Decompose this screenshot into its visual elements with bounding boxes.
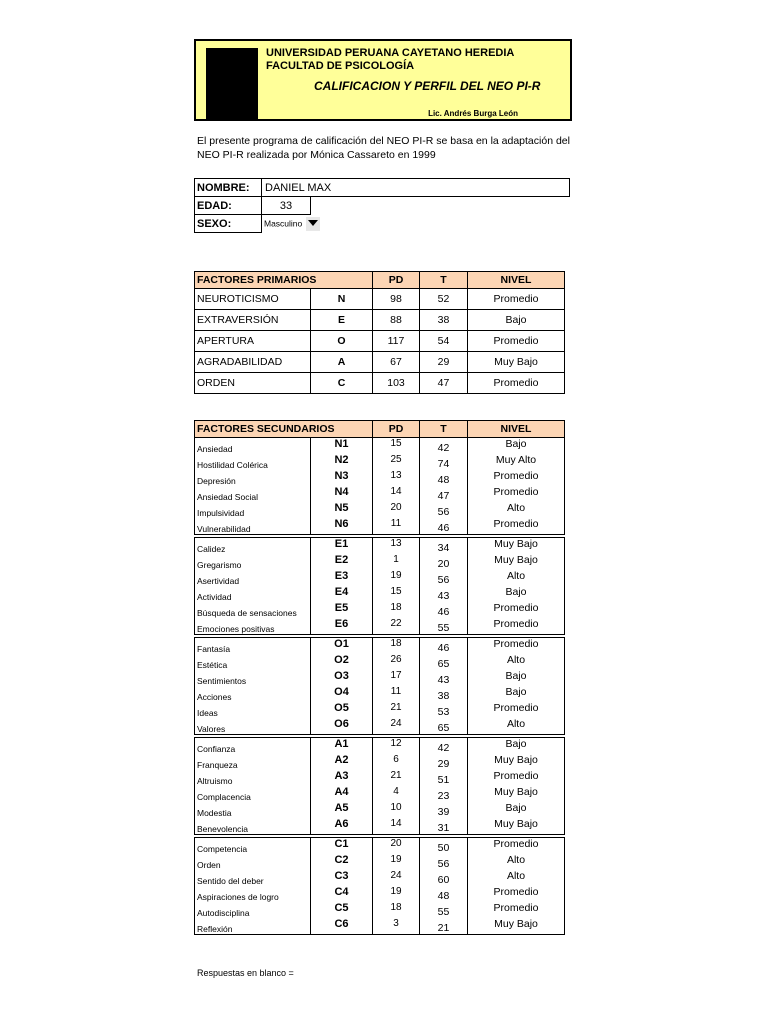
table-row [195, 538, 565, 555]
primary-code-cell: O [311, 331, 373, 352]
secondary-name-cell: Acciones [195, 686, 311, 702]
secondary-t-cell: 43 [420, 586, 468, 602]
secondary-code-cell: E3 [311, 570, 373, 586]
university-name: UNIVERSIDAD PERUANA CAYETANO HEREDIA [266, 47, 515, 59]
secondary-code-cell: E6 [311, 618, 373, 635]
primary-t-cell: 52 [420, 289, 468, 310]
secondary-pd-cell: 21 [373, 702, 420, 718]
table-row [195, 586, 565, 602]
primary-pd-cell: 117 [373, 331, 420, 352]
primary-nivel-cell: Promedio [468, 331, 565, 352]
secondary-nivel-cell: Bajo [468, 438, 565, 455]
secondary-code-cell: A2 [311, 754, 373, 770]
primary-header-factor: FACTORES PRIMARIOS [195, 272, 373, 289]
table-row [195, 638, 565, 655]
primary-code-cell: N [311, 289, 373, 310]
secondary-nivel-cell: Bajo [468, 802, 565, 818]
secondary-header-factor: FACTORES SECUNDARIOS [195, 421, 373, 438]
secondary-name-cell: Altruismo [195, 770, 311, 786]
table-row [195, 738, 565, 755]
secondary-name-cell: Benevolencia [195, 818, 311, 835]
primary-t-cell: 54 [420, 331, 468, 352]
secondary-nivel-cell: Alto [468, 654, 565, 670]
secondary-name-cell: Emociones positivas [195, 618, 311, 635]
secondary-pd-cell: 18 [373, 602, 420, 618]
table-row [195, 918, 565, 935]
secondary-name-cell: Orden [195, 854, 311, 870]
secondary-code-cell: A6 [311, 818, 373, 835]
secondary-name-cell: Vulnerabilidad [195, 518, 311, 535]
primary-code-cell: E [311, 310, 373, 331]
table-row [195, 470, 565, 486]
secondary-name-cell: Calidez [195, 538, 311, 555]
secondary-pd-cell: 13 [373, 538, 420, 555]
secondary-code-cell: C1 [311, 838, 373, 855]
secondary-code-cell: N1 [311, 438, 373, 455]
secondary-factors-table [194, 420, 565, 935]
secondary-nivel-cell: Muy Alto [468, 454, 565, 470]
secondary-code-cell: A3 [311, 770, 373, 786]
secondary-t-cell: 46 [420, 638, 468, 655]
secondary-pd-cell: 13 [373, 470, 420, 486]
secondary-code-cell: O4 [311, 686, 373, 702]
university-logo [206, 48, 258, 119]
table-row [195, 802, 565, 818]
secondary-nivel-cell: Promedio [468, 486, 565, 502]
sex-value: Masculino [264, 218, 303, 228]
secondary-pd-cell: 25 [373, 454, 420, 470]
secondary-t-cell: 23 [420, 786, 468, 802]
secondary-code-cell: C3 [311, 870, 373, 886]
secondary-code-cell: A4 [311, 786, 373, 802]
table-row [195, 502, 565, 518]
table-row [195, 818, 565, 835]
author-name: Lic. Andrés Burga León [428, 109, 518, 118]
secondary-nivel-cell: Muy Bajo [468, 818, 565, 835]
table-row [195, 518, 565, 535]
secondary-header-pd: PD [373, 421, 420, 438]
table-row [195, 686, 565, 702]
secondary-nivel-cell: Promedio [468, 518, 565, 535]
secondary-t-cell: 46 [420, 602, 468, 618]
secondary-code-cell: N4 [311, 486, 373, 502]
primary-code-cell: A [311, 352, 373, 373]
secondary-t-cell: 48 [420, 470, 468, 486]
secondary-header-t: T [420, 421, 468, 438]
secondary-pd-cell: 17 [373, 670, 420, 686]
secondary-nivel-cell: Promedio [468, 770, 565, 786]
primary-name-cell: EXTRAVERSIÓN [195, 310, 311, 331]
primary-t-cell: 47 [420, 373, 468, 394]
table-row [195, 718, 565, 735]
table-row [195, 838, 565, 855]
table-row [195, 902, 565, 918]
secondary-code-cell: E1 [311, 538, 373, 555]
secondary-nivel-cell: Promedio [468, 638, 565, 655]
primary-pd-cell: 98 [373, 289, 420, 310]
secondary-name-cell: Autodisciplina [195, 902, 311, 918]
primary-name-cell: ORDEN [195, 373, 311, 394]
secondary-t-cell: 21 [420, 918, 468, 935]
table-row [195, 786, 565, 802]
secondary-nivel-cell: Muy Bajo [468, 754, 565, 770]
secondary-name-cell: Modestia [195, 802, 311, 818]
secondary-name-cell: Depresión [195, 470, 311, 486]
secondary-name-cell: Ansiedad [195, 438, 311, 455]
secondary-t-cell: 74 [420, 454, 468, 470]
secondary-name-cell: Gregarismo [195, 554, 311, 570]
secondary-code-cell: C5 [311, 902, 373, 918]
table-row [195, 854, 565, 870]
table-row [195, 770, 565, 786]
secondary-code-cell: N5 [311, 502, 373, 518]
primary-pd-cell: 103 [373, 373, 420, 394]
primary-pd-cell: 88 [373, 310, 420, 331]
table-row [195, 352, 565, 373]
secondary-code-cell: C2 [311, 854, 373, 870]
secondary-pd-cell: 11 [373, 686, 420, 702]
chevron-down-icon [308, 220, 318, 226]
secondary-pd-cell: 19 [373, 854, 420, 870]
primary-t-cell: 29 [420, 352, 468, 373]
secondary-name-cell: Complacencia [195, 786, 311, 802]
secondary-t-cell: 43 [420, 670, 468, 686]
secondary-nivel-cell: Promedio [468, 886, 565, 902]
document-title: CALIFICACION Y PERFIL DEL NEO PI-R [314, 79, 541, 93]
table-row [195, 654, 565, 670]
name-field[interactable]: DANIEL MAX [262, 179, 570, 197]
secondary-t-cell: 51 [420, 770, 468, 786]
sex-label: SEXO: [195, 215, 262, 233]
primary-t-cell: 38 [420, 310, 468, 331]
primary-header-nivel: NIVEL [468, 272, 565, 289]
secondary-t-cell: 39 [420, 802, 468, 818]
secondary-t-cell: 56 [420, 502, 468, 518]
secondary-code-cell: C4 [311, 886, 373, 902]
secondary-name-cell: Ideas [195, 702, 311, 718]
table-row [195, 570, 565, 586]
primary-code-cell: C [311, 373, 373, 394]
primary-nivel-cell: Bajo [468, 310, 565, 331]
primary-name-cell: AGRADABILIDAD [195, 352, 311, 373]
secondary-name-cell: Competencia [195, 838, 311, 855]
secondary-pd-cell: 21 [373, 770, 420, 786]
secondary-nivel-cell: Promedio [468, 618, 565, 635]
secondary-nivel-cell: Promedio [468, 902, 565, 918]
table-row [195, 602, 565, 618]
secondary-t-cell: 42 [420, 438, 468, 455]
blank-answers-note: Respuestas en blanco = [197, 968, 294, 978]
secondary-t-cell: 46 [420, 518, 468, 535]
secondary-pd-cell: 3 [373, 918, 420, 935]
secondary-code-cell: N2 [311, 454, 373, 470]
secondary-code-cell: C6 [311, 918, 373, 935]
secondary-code-cell: O3 [311, 670, 373, 686]
secondary-pd-cell: 15 [373, 586, 420, 602]
secondary-pd-cell: 20 [373, 502, 420, 518]
secondary-t-cell: 65 [420, 654, 468, 670]
secondary-t-cell: 55 [420, 618, 468, 635]
secondary-t-cell: 55 [420, 902, 468, 918]
table-row [195, 554, 565, 570]
secondary-pd-cell: 18 [373, 638, 420, 655]
secondary-code-cell: O6 [311, 718, 373, 735]
dropdown-button[interactable] [306, 217, 320, 231]
secondary-code-cell: E2 [311, 554, 373, 570]
secondary-name-cell: Sentimientos [195, 670, 311, 686]
secondary-t-cell: 65 [420, 718, 468, 735]
secondary-pd-cell: 19 [373, 886, 420, 902]
secondary-pd-cell: 1 [373, 554, 420, 570]
secondary-nivel-cell: Muy Bajo [468, 786, 565, 802]
secondary-name-cell: Ansiedad Social [195, 486, 311, 502]
name-label: NOMBRE: [195, 179, 262, 197]
table-row [195, 438, 565, 455]
secondary-nivel-cell: Bajo [468, 670, 565, 686]
secondary-nivel-cell: Promedio [468, 470, 565, 486]
sex-select[interactable] [262, 215, 570, 233]
table-row [195, 618, 565, 635]
secondary-t-cell: 20 [420, 554, 468, 570]
secondary-nivel-cell: Alto [468, 718, 565, 735]
secondary-t-cell: 56 [420, 570, 468, 586]
secondary-code-cell: N3 [311, 470, 373, 486]
primary-header-pd: PD [373, 272, 420, 289]
secondary-t-cell: 60 [420, 870, 468, 886]
secondary-name-cell: Sentido del deber [195, 870, 311, 886]
secondary-t-cell: 56 [420, 854, 468, 870]
secondary-pd-cell: 18 [373, 902, 420, 918]
secondary-nivel-cell: Promedio [468, 838, 565, 855]
secondary-pd-cell: 10 [373, 802, 420, 818]
table-row [195, 310, 565, 331]
secondary-nivel-cell: Alto [468, 870, 565, 886]
secondary-name-cell: Búsqueda de sensaciones [195, 602, 311, 618]
secondary-pd-cell: 19 [373, 570, 420, 586]
secondary-nivel-cell: Muy Bajo [468, 538, 565, 555]
secondary-t-cell: 53 [420, 702, 468, 718]
secondary-t-cell: 34 [420, 538, 468, 555]
secondary-nivel-cell: Alto [468, 502, 565, 518]
secondary-name-cell: Hostilidad Colérica [195, 454, 311, 470]
secondary-pd-cell: 22 [373, 618, 420, 635]
primary-factors-table [194, 271, 565, 394]
secondary-nivel-cell: Alto [468, 854, 565, 870]
table-row [195, 886, 565, 902]
table-row [195, 870, 565, 886]
secondary-header-nivel: NIVEL [468, 421, 565, 438]
primary-nivel-cell: Promedio [468, 289, 565, 310]
secondary-t-cell: 31 [420, 818, 468, 835]
secondary-t-cell: 47 [420, 486, 468, 502]
secondary-t-cell: 42 [420, 738, 468, 755]
person-info-table [194, 178, 570, 233]
primary-name-cell: NEUROTICISMO [195, 289, 311, 310]
table-row [195, 670, 565, 686]
secondary-code-cell: O1 [311, 638, 373, 655]
table-row [195, 331, 565, 352]
age-field[interactable]: 33 [262, 197, 311, 215]
secondary-t-cell: 29 [420, 754, 468, 770]
secondary-code-cell: A5 [311, 802, 373, 818]
table-row [195, 373, 565, 394]
document-header [194, 39, 572, 121]
secondary-name-cell: Impulsividad [195, 502, 311, 518]
secondary-name-cell: Estética [195, 654, 311, 670]
secondary-name-cell: Fantasía [195, 638, 311, 655]
secondary-name-cell: Actividad [195, 586, 311, 602]
secondary-code-cell: E5 [311, 602, 373, 618]
secondary-t-cell: 38 [420, 686, 468, 702]
secondary-code-cell: A1 [311, 738, 373, 755]
secondary-nivel-cell: Muy Bajo [468, 918, 565, 935]
table-row [195, 702, 565, 718]
secondary-code-cell: E4 [311, 586, 373, 602]
secondary-pd-cell: 12 [373, 738, 420, 755]
secondary-t-cell: 50 [420, 838, 468, 855]
table-row [195, 454, 565, 470]
secondary-nivel-cell: Bajo [468, 738, 565, 755]
secondary-code-cell: O2 [311, 654, 373, 670]
secondary-nivel-cell: Alto [468, 570, 565, 586]
secondary-name-cell: Valores [195, 718, 311, 735]
secondary-pd-cell: 4 [373, 786, 420, 802]
secondary-pd-cell: 14 [373, 818, 420, 835]
secondary-pd-cell: 14 [373, 486, 420, 502]
secondary-nivel-cell: Bajo [468, 686, 565, 702]
secondary-pd-cell: 24 [373, 718, 420, 735]
secondary-code-cell: N6 [311, 518, 373, 535]
secondary-nivel-cell: Bajo [468, 586, 565, 602]
age-label: EDAD: [195, 197, 262, 215]
primary-pd-cell: 67 [373, 352, 420, 373]
secondary-pd-cell: 26 [373, 654, 420, 670]
secondary-name-cell: Reflexión [195, 918, 311, 935]
faculty-name: FACULTAD DE PSICOLOGÍA [266, 60, 415, 72]
secondary-name-cell: Confianza [195, 738, 311, 755]
secondary-nivel-cell: Muy Bajo [468, 554, 565, 570]
primary-nivel-cell: Muy Bajo [468, 352, 565, 373]
secondary-t-cell: 48 [420, 886, 468, 902]
secondary-pd-cell: 20 [373, 838, 420, 855]
table-row [195, 486, 565, 502]
secondary-pd-cell: 11 [373, 518, 420, 535]
secondary-nivel-cell: Promedio [468, 702, 565, 718]
secondary-pd-cell: 24 [373, 870, 420, 886]
secondary-code-cell: O5 [311, 702, 373, 718]
secondary-name-cell: Aspiraciones de logro [195, 886, 311, 902]
primary-nivel-cell: Promedio [468, 373, 565, 394]
intro-text: El presente programa de calificación del NEO PI-R se basa en la adaptación del NEO PI-R realizada por Mónica Cassareto en 1999 [197, 135, 570, 161]
table-row [195, 289, 565, 310]
secondary-nivel-cell: Promedio [468, 602, 565, 618]
secondary-pd-cell: 6 [373, 754, 420, 770]
primary-name-cell: APERTURA [195, 331, 311, 352]
secondary-pd-cell: 15 [373, 438, 420, 455]
table-row [195, 754, 565, 770]
secondary-name-cell: Franqueza [195, 754, 311, 770]
secondary-name-cell: Asertividad [195, 570, 311, 586]
primary-header-t: T [420, 272, 468, 289]
